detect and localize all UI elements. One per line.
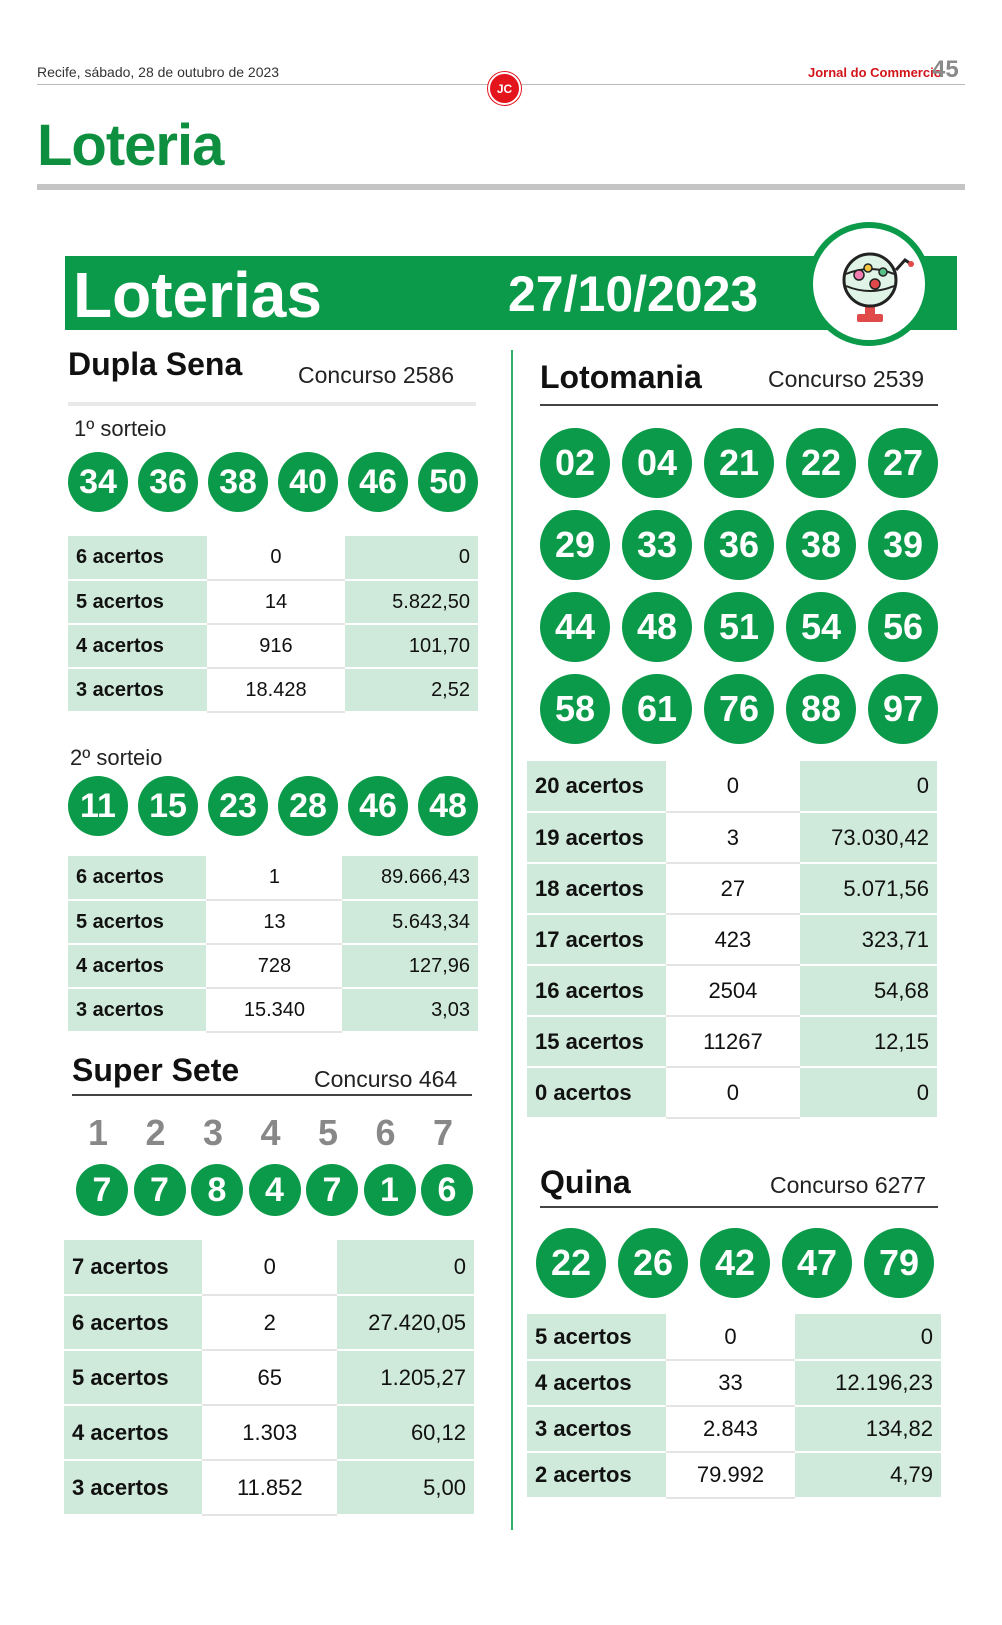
number-ball: 56 — [868, 592, 938, 662]
prize-value: 60,12 — [337, 1405, 474, 1460]
number-ball: 04 — [622, 428, 692, 498]
prize-row — [68, 668, 478, 712]
prize-value: 12.196,23 — [795, 1360, 941, 1406]
winners-count: 14 — [207, 580, 344, 624]
winners-count: 15.340 — [206, 988, 342, 1032]
number-ball: 50 — [418, 452, 478, 512]
column-divider — [511, 350, 513, 1530]
number-ball: 22 — [786, 428, 856, 498]
winners-count: 3 — [666, 812, 800, 863]
number-ball: 42 — [700, 1228, 770, 1298]
section-title: Loteria — [37, 113, 224, 178]
prize-label: 7 acertos — [64, 1240, 202, 1295]
winners-count: 2504 — [666, 965, 800, 1016]
prize-label: 6 acertos — [68, 536, 207, 580]
prize-row — [68, 944, 478, 988]
winners-count: 11.852 — [202, 1460, 337, 1515]
number-ball: 8 — [191, 1164, 243, 1216]
prize-label: 6 acertos — [68, 856, 206, 900]
prize-row — [527, 761, 937, 812]
number-ball: 44 — [540, 592, 610, 662]
prize-label: 2 acertos — [527, 1452, 666, 1498]
prize-row — [527, 965, 937, 1016]
number-ball: 7 — [76, 1164, 128, 1216]
prize-value: 0 — [345, 536, 478, 580]
winners-count: 33 — [666, 1360, 796, 1406]
prize-row — [527, 914, 937, 965]
position-label: 1 — [87, 1112, 109, 1153]
prize-row — [64, 1460, 474, 1515]
number-ball: 76 — [704, 674, 774, 744]
prize-row — [527, 1360, 941, 1406]
number-ball: 48 — [418, 776, 478, 836]
number-ball: 33 — [622, 510, 692, 580]
prize-value: 134,82 — [795, 1406, 941, 1452]
prize-value: 12,15 — [800, 1016, 937, 1067]
number-ball: 7 — [134, 1164, 186, 1216]
prize-label: 5 acertos — [68, 580, 207, 624]
number-ball: 48 — [622, 592, 692, 662]
winners-count: 728 — [206, 944, 342, 988]
prize-label: 5 acertos — [64, 1350, 202, 1405]
number-ball: 15 — [138, 776, 198, 836]
quina-rule — [540, 1206, 938, 1208]
position-label: 6 — [375, 1112, 396, 1153]
dupla-sena-concurso: Concurso 2586 — [298, 362, 454, 388]
prize-label: 16 acertos — [527, 965, 666, 1016]
prize-row — [64, 1240, 474, 1295]
prize-value: 0 — [800, 761, 937, 812]
prize-value: 4,79 — [795, 1452, 941, 1498]
number-ball: 97 — [868, 674, 938, 744]
number-ball: 23 — [208, 776, 268, 836]
number-ball: 34 — [68, 452, 128, 512]
winners-count: 916 — [207, 624, 344, 668]
prize-table — [68, 536, 478, 713]
prize-label: 4 acertos — [64, 1405, 202, 1460]
prize-value: 54,68 — [800, 965, 937, 1016]
winners-count: 13 — [206, 900, 342, 944]
prize-label: 5 acertos — [527, 1314, 666, 1360]
prize-label: 17 acertos — [527, 914, 666, 965]
number-ball: 54 — [786, 592, 856, 662]
prize-value: 73.030,42 — [800, 812, 937, 863]
prize-label: 3 acertos — [64, 1460, 202, 1515]
number-ball: 29 — [540, 510, 610, 580]
prize-row — [527, 1314, 941, 1360]
prize-row — [527, 1067, 937, 1118]
winners-count: 18.428 — [207, 668, 344, 712]
brand-name: Jornal do Commercio — [808, 65, 942, 80]
prize-row — [64, 1350, 474, 1405]
prize-row — [68, 900, 478, 944]
prize-table — [527, 761, 937, 1119]
prize-row — [64, 1295, 474, 1350]
prize-label: 15 acertos — [527, 1016, 666, 1067]
number-ball: 36 — [138, 452, 198, 512]
lottery-globe-icon — [807, 222, 931, 346]
super-sete-rule — [72, 1094, 472, 1096]
prize-value: 89.666,43 — [342, 856, 478, 900]
position-label: 3 — [202, 1112, 224, 1153]
prize-row — [64, 1405, 474, 1460]
quina-title: Quina — [540, 1164, 631, 1200]
number-ball: 6 — [421, 1164, 473, 1216]
number-ball: 26 — [618, 1228, 688, 1298]
prize-row — [527, 812, 937, 863]
prize-table — [64, 1240, 474, 1516]
prize-row — [527, 1016, 937, 1067]
number-ball: 02 — [540, 428, 610, 498]
number-ball: 38 — [786, 510, 856, 580]
number-ball: 11 — [68, 776, 128, 836]
banner-date: 27/10/2023 — [508, 266, 759, 322]
number-ball: 58 — [540, 674, 610, 744]
prize-label: 6 acertos — [64, 1295, 202, 1350]
prize-label: 5 acertos — [68, 900, 206, 944]
prize-value: 27.420,05 — [337, 1295, 474, 1350]
position-label: 4 — [260, 1112, 281, 1153]
prize-row — [68, 856, 478, 900]
position-label: 5 — [317, 1112, 339, 1153]
number-ball: 36 — [704, 510, 774, 580]
winners-count: 79.992 — [666, 1452, 796, 1498]
prize-label: 20 acertos — [527, 761, 666, 812]
position-label: 2 — [145, 1112, 166, 1153]
number-ball: 79 — [864, 1228, 934, 1298]
winners-count: 27 — [666, 863, 800, 914]
number-ball: 38 — [208, 452, 268, 512]
lotomania-concurso: Concurso 2539 — [768, 366, 924, 392]
number-ball: 28 — [278, 776, 338, 836]
prize-value: 5.822,50 — [345, 580, 478, 624]
prize-row — [527, 863, 937, 914]
prize-value: 3,03 — [342, 988, 478, 1032]
winners-count: 0 — [666, 761, 800, 812]
winners-count: 0 — [202, 1240, 337, 1295]
prize-label: 3 acertos — [527, 1406, 666, 1452]
sorteio2-label: 2º sorteio — [70, 745, 163, 770]
page-number: 45 — [932, 56, 959, 83]
prize-value: 127,96 — [342, 944, 478, 988]
prize-value: 5.643,34 — [342, 900, 478, 944]
section-rule — [37, 184, 965, 190]
prize-value: 0 — [795, 1314, 941, 1360]
winners-count: 1 — [206, 856, 342, 900]
super-sete-concurso: Concurso 464 — [314, 1066, 458, 1092]
prize-value: 0 — [800, 1067, 937, 1118]
winners-count: 423 — [666, 914, 800, 965]
prize-row — [68, 536, 478, 580]
prize-row — [527, 1452, 941, 1498]
number-ball: 7 — [306, 1164, 358, 1216]
prize-label: 0 acertos — [527, 1067, 666, 1118]
prize-label: 18 acertos — [527, 863, 666, 914]
prize-value: 5,00 — [337, 1460, 474, 1515]
number-ball: 47 — [782, 1228, 852, 1298]
prize-row — [68, 580, 478, 624]
winners-count: 0 — [666, 1314, 796, 1360]
prize-value: 5.071,56 — [800, 863, 937, 914]
prize-label: 4 acertos — [68, 944, 206, 988]
jc-logo: JC — [488, 72, 521, 105]
number-ball: 88 — [786, 674, 856, 744]
winners-count: 65 — [202, 1350, 337, 1405]
number-ball: 61 — [622, 674, 692, 744]
banner-title: Loterias — [73, 259, 322, 331]
prize-label: 3 acertos — [68, 668, 207, 712]
prize-label: 4 acertos — [527, 1360, 666, 1406]
number-ball: 46 — [348, 452, 408, 512]
prize-table — [68, 856, 478, 1033]
prize-table — [527, 1314, 941, 1499]
prize-label: 19 acertos — [527, 812, 666, 863]
prize-row — [68, 988, 478, 1032]
lotomania-title: Lotomania — [540, 359, 702, 395]
number-ball: 27 — [868, 428, 938, 498]
prize-row — [527, 1406, 941, 1452]
dupla-sena-title: Dupla Sena — [68, 346, 243, 382]
prize-value: 0 — [337, 1240, 474, 1295]
winners-count: 1.303 — [202, 1405, 337, 1460]
winners-count: 0 — [666, 1067, 800, 1118]
prize-value: 2,52 — [345, 668, 478, 712]
winners-count: 11267 — [666, 1016, 800, 1067]
dupla-sena-rule — [68, 402, 476, 406]
quina-concurso: Concurso 6277 — [770, 1172, 926, 1198]
prize-value: 1.205,27 — [337, 1350, 474, 1405]
number-ball: 21 — [704, 428, 774, 498]
lotomania-rule — [540, 404, 938, 406]
number-ball: 40 — [278, 452, 338, 512]
winners-count: 0 — [207, 536, 344, 580]
number-ball: 51 — [704, 592, 774, 662]
prize-row — [68, 624, 478, 668]
sorteio1-label: 1º sorteio — [74, 416, 167, 441]
number-ball: 46 — [348, 776, 408, 836]
prize-label: 3 acertos — [68, 988, 206, 1032]
number-ball: 22 — [536, 1228, 606, 1298]
number-ball: 4 — [249, 1164, 301, 1216]
prize-label: 4 acertos — [68, 624, 207, 668]
position-label: 7 — [432, 1112, 454, 1153]
dateline: Recife, sábado, 28 de outubro de 2023 — [37, 64, 280, 80]
super-sete-title: Super Sete — [72, 1052, 240, 1088]
prize-value: 101,70 — [345, 624, 478, 668]
number-ball: 39 — [868, 510, 938, 580]
number-ball: 1 — [364, 1164, 416, 1216]
prize-value: 323,71 — [800, 914, 937, 965]
winners-count: 2.843 — [666, 1406, 796, 1452]
winners-count: 2 — [202, 1295, 337, 1350]
